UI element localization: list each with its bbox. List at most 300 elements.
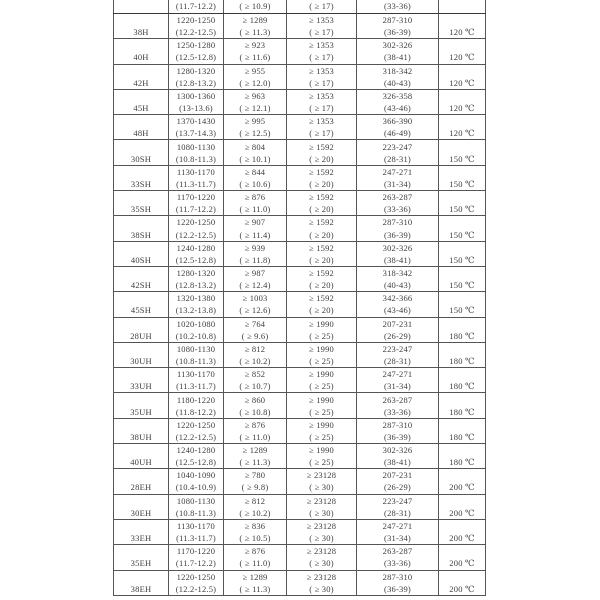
cell-br bbox=[169, 494, 224, 519]
temp-label: 180 ℃ bbox=[449, 330, 475, 341]
hcb-note: ( ≥ 9.8) bbox=[241, 482, 269, 493]
br-note: (11.7-12.2) bbox=[175, 558, 217, 569]
spacer bbox=[439, 419, 485, 431]
br-note: (13.2-13.8) bbox=[175, 305, 217, 316]
temp-label: 150 ℃ bbox=[449, 153, 475, 164]
table-row bbox=[114, 266, 486, 291]
grade-label: 48H bbox=[133, 128, 149, 139]
spacer bbox=[114, 343, 168, 355]
hcj-value: ≥ 1592 bbox=[309, 192, 334, 203]
cell-br bbox=[169, 342, 224, 367]
cell-hcj bbox=[287, 519, 357, 544]
br-value: 1080-1130 bbox=[176, 343, 216, 354]
hcb-note: ( ≥ 11.4) bbox=[239, 229, 271, 240]
cell-bhmax bbox=[357, 191, 439, 216]
br-note: (12.8-13.2) bbox=[175, 280, 217, 291]
spacer bbox=[114, 39, 168, 51]
cell-hcj bbox=[287, 545, 357, 570]
cell-hcb bbox=[224, 469, 287, 494]
hcj-note: ( ≥ 20) bbox=[309, 229, 334, 240]
spacer bbox=[439, 368, 485, 380]
cell-grade bbox=[114, 191, 169, 216]
temp-label: 180 ℃ bbox=[449, 381, 475, 392]
cell-hcj bbox=[287, 368, 357, 393]
spacer bbox=[114, 419, 168, 431]
cell-hcj bbox=[287, 191, 357, 216]
hcb-value: ≥ 987 bbox=[244, 268, 266, 279]
table-row bbox=[114, 342, 486, 367]
cell-bhmax bbox=[357, 342, 439, 367]
hcj-value: ≥ 1353 bbox=[309, 40, 334, 51]
table-row bbox=[114, 39, 486, 64]
bhmax-note: (38-41) bbox=[384, 457, 411, 468]
grade-label: 28UH bbox=[130, 330, 152, 341]
spacer bbox=[114, 318, 168, 330]
br-value: 1080-1130 bbox=[176, 495, 216, 506]
cell-temp bbox=[439, 317, 486, 342]
cell-temp bbox=[439, 292, 486, 317]
br-value: 1320-1380 bbox=[176, 293, 216, 304]
cell-bhmax bbox=[357, 317, 439, 342]
hcj-note: ( ≥ 20) bbox=[309, 305, 334, 316]
spacer bbox=[114, 292, 168, 304]
hcb-value: ≥ 923 bbox=[244, 40, 266, 51]
hcb-note: ( ≥ 10.2) bbox=[239, 507, 271, 518]
br-value: 1020-1080 bbox=[176, 318, 216, 329]
br-note: (10.2-10.8) bbox=[175, 330, 217, 341]
temp-label: 150 ℃ bbox=[449, 305, 475, 316]
hcj-note: ( ≥ 17) bbox=[309, 77, 334, 88]
cell-grade bbox=[114, 216, 169, 241]
cell-temp bbox=[439, 444, 486, 469]
hcb-value: ≥ 1289 bbox=[242, 571, 268, 582]
cell-temp bbox=[439, 342, 486, 367]
hcb-value: ≥ 1003 bbox=[242, 293, 268, 304]
cell-bhmax bbox=[357, 519, 439, 544]
cell-grade bbox=[114, 64, 169, 89]
cell-temp bbox=[439, 140, 486, 165]
spacer bbox=[114, 166, 168, 178]
table-row bbox=[114, 444, 486, 469]
cell-br bbox=[169, 368, 224, 393]
hcb-value: ≥ 963 bbox=[244, 90, 266, 101]
hcj-value: ≥ 1592 bbox=[309, 268, 334, 279]
grade-label: 33SH bbox=[130, 178, 152, 189]
hcj-note: ( ≥ 25) bbox=[309, 406, 334, 417]
hcj-note: ( ≥ 17) bbox=[309, 103, 334, 114]
cell-br bbox=[169, 191, 224, 216]
spacer bbox=[439, 242, 485, 254]
cell-grade bbox=[114, 292, 169, 317]
hcj-note: ( ≥ 25) bbox=[309, 431, 334, 442]
hcj-note: ( ≥ 17) bbox=[309, 52, 334, 63]
cell-temp bbox=[439, 266, 486, 291]
hcj-note: ( ≥ 25) bbox=[309, 356, 334, 366]
hcb-note: ( ≥ 10.7) bbox=[239, 381, 271, 392]
temp-label: 180 ℃ bbox=[449, 406, 475, 417]
hcb-value: ≥ 876 bbox=[244, 192, 266, 203]
br-note: (11.3-11.7) bbox=[176, 178, 216, 189]
cell-br bbox=[169, 444, 224, 469]
bhmax-note: (28-31) bbox=[384, 507, 411, 518]
spacer bbox=[114, 267, 168, 279]
temp-label: 120 ℃ bbox=[449, 77, 475, 88]
br-note: (11.3-11.7) bbox=[176, 533, 216, 544]
cell-hcj bbox=[287, 165, 357, 190]
spacer bbox=[439, 141, 485, 153]
cell-hcj bbox=[287, 216, 357, 241]
grade-label: 35UH bbox=[130, 406, 152, 417]
grade-label: 38SH bbox=[130, 229, 152, 240]
hcj-note: ( ≥ 25) bbox=[309, 381, 334, 392]
table-row bbox=[114, 241, 486, 266]
br-note: (12.5-12.8) bbox=[175, 254, 217, 265]
hcb-note: ( ≥ 11.0) bbox=[239, 431, 271, 442]
cell-grade bbox=[114, 418, 169, 443]
cell-hcj bbox=[287, 64, 357, 89]
cell-hcb bbox=[224, 89, 287, 114]
cell-br bbox=[169, 0, 224, 14]
br-value: 1300-1360 bbox=[176, 90, 216, 101]
spacer bbox=[439, 571, 485, 583]
br-note: (13-13.6) bbox=[179, 103, 213, 114]
br-value: 1220-1250 bbox=[176, 419, 216, 430]
grade-label: 30EH bbox=[130, 507, 152, 518]
cell-hcj bbox=[287, 266, 357, 291]
bhmax-value: 247-271 bbox=[382, 520, 413, 531]
hcj-value: ≥ 1353 bbox=[309, 15, 334, 26]
hcj-note: ( ≥ 25) bbox=[309, 330, 334, 341]
hcb-value: ≥ 852 bbox=[244, 369, 266, 380]
hcb-note: ( ≥ 9.6) bbox=[241, 330, 269, 341]
bhmax-note: (46-49) bbox=[384, 128, 411, 139]
bhmax-note: (36-39) bbox=[384, 229, 411, 240]
table-row bbox=[114, 165, 486, 190]
temp-label: 150 ℃ bbox=[449, 254, 475, 265]
bhmax-note: (26-29) bbox=[384, 482, 411, 493]
temp-label: 200 ℃ bbox=[449, 558, 475, 569]
cell-hcj bbox=[287, 570, 357, 595]
br-value: 1250-1280 bbox=[176, 40, 216, 51]
bhmax-note: (31-34) bbox=[384, 533, 411, 544]
hcb-note: ( ≥ 10.8) bbox=[239, 406, 271, 417]
cell-br bbox=[169, 292, 224, 317]
grade-label: 33EH bbox=[130, 533, 152, 544]
br-note: (10.8-11.3) bbox=[175, 153, 217, 164]
cell-hcb bbox=[224, 519, 287, 544]
cell-hcb bbox=[224, 14, 287, 39]
br-note: (11.7-12.2) bbox=[175, 1, 217, 11]
cell-hcb bbox=[224, 317, 287, 342]
bhmax-value: 223-247 bbox=[382, 343, 413, 354]
table-row bbox=[114, 368, 486, 393]
cell-br bbox=[169, 165, 224, 190]
spacer bbox=[439, 495, 485, 507]
cell-grade bbox=[114, 115, 169, 140]
bhmax-value: 223-247 bbox=[382, 141, 413, 152]
cell-temp bbox=[439, 393, 486, 418]
cell-grade bbox=[114, 368, 169, 393]
br-value: 1040-1090 bbox=[176, 470, 216, 481]
spacer bbox=[439, 115, 485, 127]
grade-label: 45H bbox=[133, 103, 149, 114]
hcj-value: ≥ 1990 bbox=[309, 318, 334, 329]
spacer bbox=[114, 14, 168, 26]
hcj-note: ( ≥ 20) bbox=[309, 178, 334, 189]
hcb-value: ≥ 860 bbox=[244, 394, 266, 405]
bhmax-value: 207-231 bbox=[382, 318, 413, 329]
bhmax-note: (33-36) bbox=[384, 1, 411, 11]
cell-temp bbox=[439, 89, 486, 114]
cell-bhmax bbox=[357, 393, 439, 418]
spacer bbox=[439, 318, 485, 330]
bhmax-value: 223-247 bbox=[382, 495, 413, 506]
br-value: 1130-1170 bbox=[177, 166, 215, 177]
cell-br bbox=[169, 241, 224, 266]
table-row bbox=[114, 115, 486, 140]
temp-label: 120 ℃ bbox=[449, 103, 475, 114]
hcb-note: ( ≥ 11.6) bbox=[239, 52, 271, 63]
cell-hcb bbox=[224, 418, 287, 443]
cell-temp bbox=[439, 191, 486, 216]
hcj-value: ≥ 1592 bbox=[309, 293, 334, 304]
cell-grade bbox=[114, 519, 169, 544]
cell-hcj bbox=[287, 469, 357, 494]
grade-label: 40SH bbox=[130, 254, 152, 265]
bhmax-value: 263-287 bbox=[382, 192, 413, 203]
cell-bhmax bbox=[357, 14, 439, 39]
cell-temp bbox=[439, 494, 486, 519]
hcb-note: ( ≥ 10.5) bbox=[239, 533, 271, 544]
bhmax-note: (36-39) bbox=[384, 431, 411, 442]
cell-temp bbox=[439, 64, 486, 89]
temp-label: 150 ℃ bbox=[449, 178, 475, 189]
spacer bbox=[439, 469, 485, 481]
bhmax-value: 302-326 bbox=[382, 445, 413, 456]
br-value: 1180-1220 bbox=[176, 394, 216, 405]
cell-br bbox=[169, 469, 224, 494]
br-value: 1240-1280 bbox=[176, 242, 216, 253]
hcj-value: ≥ 23128 bbox=[306, 546, 337, 557]
table-row bbox=[114, 545, 486, 570]
spacer bbox=[114, 495, 168, 507]
hcb-note: ( ≥ 12.6) bbox=[239, 305, 271, 316]
grade-label: 28EH bbox=[130, 482, 152, 493]
bhmax-value: 302-326 bbox=[382, 40, 413, 51]
grade-label: 30UH bbox=[130, 356, 152, 366]
cell-br bbox=[169, 418, 224, 443]
bhmax-note: (31-34) bbox=[384, 381, 411, 392]
hcb-value: ≥ 804 bbox=[244, 141, 266, 152]
temp-label: 120 ℃ bbox=[449, 128, 475, 139]
table-row bbox=[114, 494, 486, 519]
cell-br bbox=[169, 64, 224, 89]
hcb-value: ≥ 955 bbox=[244, 65, 266, 76]
cell-hcb bbox=[224, 0, 287, 14]
cell-br bbox=[169, 39, 224, 64]
grade-label: 38EH bbox=[130, 583, 152, 594]
cell-temp bbox=[439, 241, 486, 266]
cell-hcb bbox=[224, 266, 287, 291]
cell-hcb bbox=[224, 216, 287, 241]
br-note: (12.2-12.5) bbox=[175, 431, 217, 442]
cell-bhmax bbox=[357, 368, 439, 393]
grade-label: 33UH bbox=[130, 381, 152, 392]
hcj-note: ( ≥ 17) bbox=[309, 27, 334, 38]
hcj-note: ( ≥ 30) bbox=[309, 558, 334, 569]
hcb-value: ≥ 939 bbox=[244, 242, 266, 253]
cell-hcb bbox=[224, 39, 287, 64]
cell-hcb bbox=[224, 140, 287, 165]
hcb-note: ( ≥ 12.4) bbox=[239, 280, 271, 291]
table-row bbox=[114, 216, 486, 241]
cell-hcj bbox=[287, 317, 357, 342]
cell-grade bbox=[114, 89, 169, 114]
cell-bhmax bbox=[357, 39, 439, 64]
spacer bbox=[114, 141, 168, 153]
bhmax-note: (36-39) bbox=[384, 27, 411, 38]
bhmax-value: 263-287 bbox=[382, 546, 413, 557]
table-row bbox=[114, 418, 486, 443]
hcj-value: ≥ 23128 bbox=[306, 520, 337, 531]
hcj-value: ≥ 1990 bbox=[309, 445, 334, 456]
cell-hcj bbox=[287, 0, 357, 14]
temp-label: 150 ℃ bbox=[449, 280, 475, 291]
cell-temp bbox=[439, 570, 486, 595]
spacer bbox=[439, 545, 485, 557]
cell-grade bbox=[114, 0, 169, 14]
br-value: 1240-1280 bbox=[176, 445, 216, 456]
temp-label: 180 ℃ bbox=[449, 356, 475, 366]
cell-temp bbox=[439, 14, 486, 39]
temp-label: 150 ℃ bbox=[449, 204, 475, 215]
cell-bhmax bbox=[357, 165, 439, 190]
hcj-value: ≥ 23128 bbox=[306, 495, 337, 506]
cell-temp bbox=[439, 545, 486, 570]
spacer bbox=[439, 216, 485, 228]
cell-br bbox=[169, 317, 224, 342]
table-row bbox=[114, 317, 486, 342]
spacer bbox=[114, 520, 168, 532]
cell-br bbox=[169, 216, 224, 241]
br-note: (12.5-12.8) bbox=[175, 52, 217, 63]
bhmax-note: (38-41) bbox=[384, 52, 411, 63]
hcj-value: ≥ 1990 bbox=[309, 394, 334, 405]
br-value: 1220-1250 bbox=[176, 15, 216, 26]
temp-label: 200 ℃ bbox=[449, 482, 475, 493]
cell-temp bbox=[439, 418, 486, 443]
cell-grade bbox=[114, 317, 169, 342]
hcb-value: ≥ 844 bbox=[244, 166, 266, 177]
temp-label: 120 ℃ bbox=[449, 52, 475, 63]
bhmax-value: 207-231 bbox=[382, 470, 413, 481]
grade-label: 35EH bbox=[130, 558, 152, 569]
cell-bhmax bbox=[357, 266, 439, 291]
cell-hcb bbox=[224, 292, 287, 317]
table-row bbox=[114, 14, 486, 39]
bhmax-value: 247-271 bbox=[382, 369, 413, 380]
grade-label: 40UH bbox=[130, 457, 152, 468]
spacer bbox=[114, 368, 168, 380]
spacer bbox=[114, 216, 168, 228]
spacer bbox=[114, 242, 168, 254]
hcj-value: ≥ 1592 bbox=[309, 217, 334, 228]
bhmax-note: (33-36) bbox=[384, 406, 411, 417]
spacer bbox=[114, 191, 168, 203]
hcb-note: ( ≥ 11.0) bbox=[239, 558, 271, 569]
cell-grade bbox=[114, 140, 169, 165]
spacer bbox=[114, 444, 168, 456]
hcj-value: ≥ 23128 bbox=[306, 571, 337, 582]
bhmax-value: 247-271 bbox=[382, 166, 413, 177]
br-note: (12.2-12.5) bbox=[175, 583, 217, 594]
spacer bbox=[114, 469, 168, 481]
cell-br bbox=[169, 545, 224, 570]
spacer bbox=[439, 90, 485, 102]
cell-grade bbox=[114, 469, 169, 494]
hcb-note: ( ≥ 11.3) bbox=[239, 583, 271, 594]
spacer bbox=[114, 545, 168, 557]
bhmax-note: (40-43) bbox=[384, 77, 411, 88]
table-row bbox=[114, 64, 486, 89]
temp-label: 180 ℃ bbox=[449, 457, 475, 468]
cell-hcj bbox=[287, 115, 357, 140]
bhmax-note: (31-34) bbox=[384, 178, 411, 189]
cell-temp bbox=[439, 519, 486, 544]
bhmax-note: (26-29) bbox=[384, 330, 411, 341]
spacer bbox=[439, 14, 485, 26]
hcb-note: ( ≥ 11.3) bbox=[239, 27, 271, 38]
table-row bbox=[114, 469, 486, 494]
bhmax-value: 287-310 bbox=[382, 419, 413, 430]
grade-label bbox=[114, 0, 168, 13]
cell-grade bbox=[114, 14, 169, 39]
cell-temp bbox=[439, 469, 486, 494]
cell-grade bbox=[114, 570, 169, 595]
spacer bbox=[439, 520, 485, 532]
hcb-note: ( ≥ 12.0) bbox=[239, 77, 271, 88]
bhmax-value: 342-366 bbox=[382, 293, 413, 304]
br-note: (12.8-13.2) bbox=[175, 77, 217, 88]
cell-grade bbox=[114, 266, 169, 291]
spacer bbox=[114, 90, 168, 102]
temp-label: 200 ℃ bbox=[449, 583, 475, 594]
cell-hcj bbox=[287, 140, 357, 165]
cell-bhmax bbox=[357, 469, 439, 494]
hcb-note: ( ≥ 10.6) bbox=[239, 178, 271, 189]
br-note: (10.8-11.3) bbox=[175, 356, 217, 366]
cell-hcb bbox=[224, 545, 287, 570]
table-row-partial bbox=[114, 0, 486, 14]
hcb-note: ( ≥ 11.0) bbox=[239, 204, 271, 215]
cell-hcb bbox=[224, 368, 287, 393]
cell-hcj bbox=[287, 342, 357, 367]
cell-bhmax bbox=[357, 89, 439, 114]
hcb-value: ≥ 995 bbox=[244, 116, 266, 127]
br-value: 1080-1130 bbox=[176, 141, 216, 152]
cell-bhmax bbox=[357, 418, 439, 443]
hcb-value: ≥ 876 bbox=[244, 546, 266, 557]
table-row bbox=[114, 191, 486, 216]
bhmax-note: (33-36) bbox=[384, 204, 411, 215]
bhmax-value: 287-310 bbox=[382, 217, 413, 228]
spacer bbox=[439, 343, 485, 355]
cell-grade bbox=[114, 165, 169, 190]
cell-hcb bbox=[224, 165, 287, 190]
hcj-value: ≥ 1353 bbox=[309, 116, 334, 127]
temp-label bbox=[439, 0, 485, 13]
br-note: (10.8-11.3) bbox=[175, 507, 217, 518]
